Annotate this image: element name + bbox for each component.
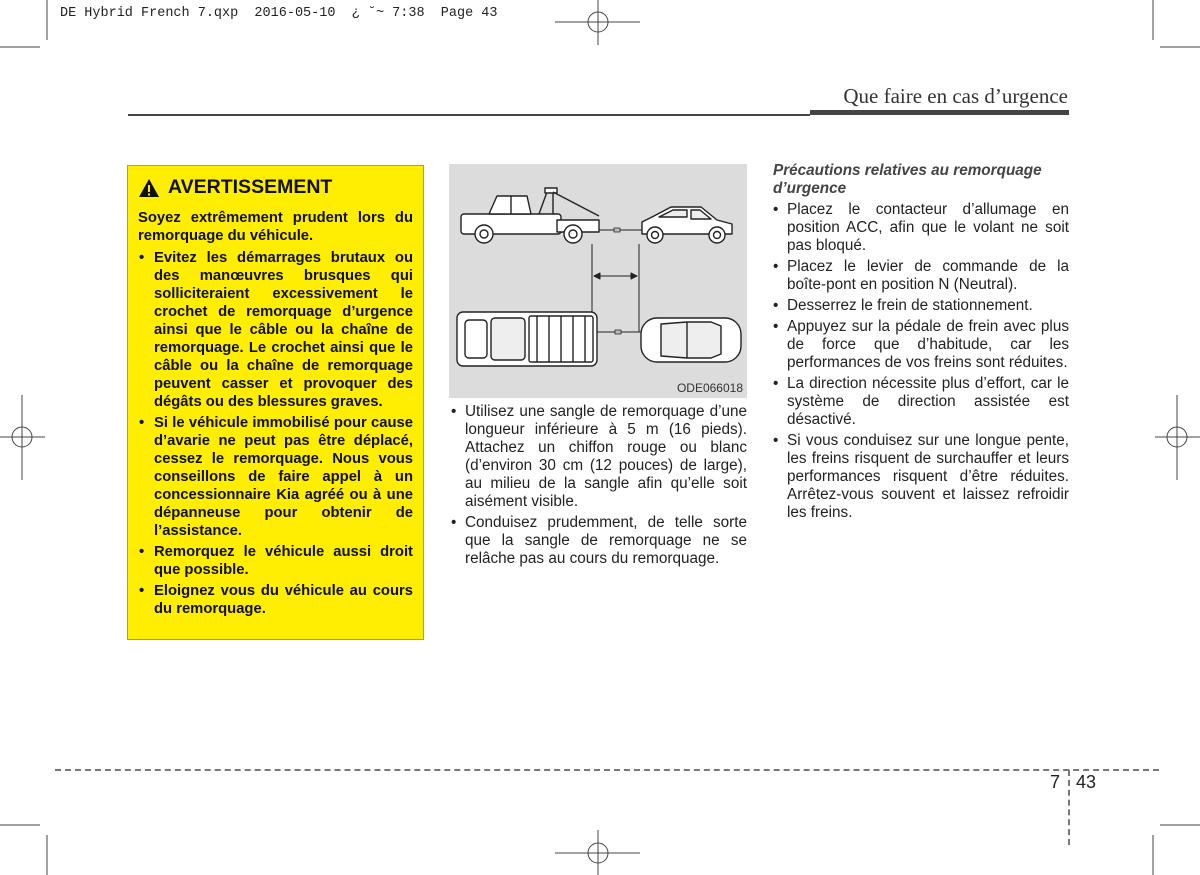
towing-illustration (449, 164, 747, 398)
warning-list (138, 249, 413, 618)
towing-diagram (449, 164, 747, 398)
figure-code: ODE066018 (676, 381, 743, 395)
precautions-list (771, 201, 1069, 522)
warning-triangle-icon (138, 178, 160, 198)
warning-heading (138, 176, 413, 199)
middle-list (449, 403, 747, 568)
chapter-number: 7 (1050, 772, 1061, 792)
warning-intro: Soyez extrêmement prudent lors du remorquage du véhicule. (138, 210, 413, 244)
footer-rule (55, 769, 1159, 771)
warning-item: • Eloignez vous du véhicule au cours du remorquage. (138, 582, 413, 618)
list-item: • Placez le levier de commande de la boîte-pont en position N (Neutral). (771, 258, 1069, 294)
list-item: • Appuyez sur la pédale de frein avec plus de force que d’habitude, car les performances de vos freins sont réduites. (771, 318, 1069, 372)
warning-body (138, 209, 413, 618)
list-item: • Conduisez prudemment, de telle sorte que la sangle de remorquage ne se relâche pas au cours du remorquage. (449, 514, 747, 568)
warning-title: AVERTISSEMENT (168, 176, 333, 198)
page-number-separator (1068, 770, 1070, 845)
towed-car-top-view (641, 318, 741, 362)
warning-item: • Evitez les démarrages brutaux ou des manœuvres brusques qui solliciteraient excessivement le crochet de remorquage d’urgence ainsi que le câble ou la chaîne de remorquage. Le crochet ainsi que le câble ou la chaîne de remorquage peuvent casser et provoquer des dégâts ou des blessures graves. (138, 249, 413, 411)
list-item: • Desserrez le frein de stationnement. (771, 297, 1069, 315)
list-item: • Placez le contacteur d’allumage en position ACC, afin que le volant ne soit pas bloqué. (771, 201, 1069, 255)
list-item: • Utilisez une sangle de remorquage d’une longueur inférieure à 5 m (16 pieds). Attachez un chiffon rouge ou blanc (d’environ 30 cm (12 pouces) de large), au milieu de la sangle afin qu’elle soit aisément visible. (449, 403, 747, 511)
section-title: Que faire en cas d’urgence (843, 84, 1068, 108)
warning-box (127, 165, 424, 640)
print-header: DE Hybrid French 7.qxp 2016-05-10 ¿ ˘~ 7:38 Page 43 (60, 6, 498, 21)
header-rule-accent (810, 110, 1069, 115)
header-rule (128, 114, 810, 116)
warning-item: • Remorquez le véhicule aussi droit que possible. (138, 543, 413, 579)
subsection-heading: Précautions relatives au remorquage d’urgence (773, 162, 1042, 197)
right-column (771, 162, 1069, 525)
warning-item: • Si le véhicule immobilisé pour cause d’avarie ne peut pas être déplacé, cessez le remorquage. Nous vous conseillons de faire appel à un concessionnaire Kia agréé ou à une dépanneuse pour obtenir de l’assistance. (138, 414, 413, 540)
list-item: • La direction nécessite plus d’effort, car le système de direction assistée est désactivé. (771, 375, 1069, 429)
tow-truck-side-view (461, 188, 599, 243)
page-number: 43 (1076, 772, 1097, 792)
list-item: • Si vous conduisez sur une longue pente, les freins risquent de surchauffer et leurs performances risquent d’être réduites. Arrêtez-vous souvent et laissez refroidir les freins. (771, 432, 1069, 522)
towed-car-side-view (642, 207, 732, 243)
middle-column (449, 403, 747, 571)
tow-truck-top-view (457, 312, 597, 366)
